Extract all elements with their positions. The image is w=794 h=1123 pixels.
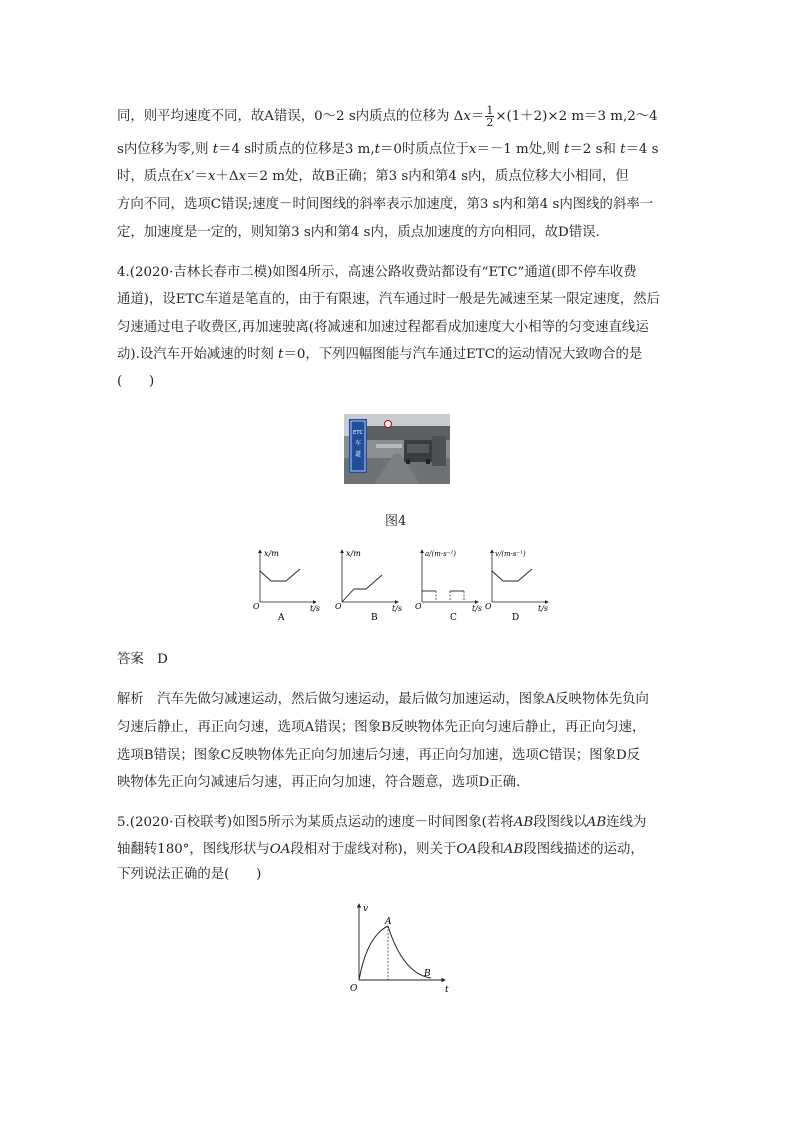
vt-xlabel: t bbox=[445, 985, 449, 995]
graph-a-ylabel: x/m bbox=[264, 549, 279, 558]
solution3-line4: 方向不同，选项C错误;速度－时间图线的斜率表示加速度，第3 s内和第4 s内图线的斜率一 bbox=[117, 197, 654, 212]
analysis4-line3: 选项B错误；图象C反映物体先正向匀加速后匀速，再正向匀加速，选项C错误；图象D反 bbox=[117, 748, 641, 763]
vt-graph bbox=[345, 900, 455, 995]
answer4: 答案 D bbox=[117, 652, 168, 667]
question4-line1: 4.(2020·吉林长春市二模)如图4所示，高速公路收费站都设有“ETC”通道(即不停车收费 bbox=[117, 265, 637, 280]
option-graphs-svg bbox=[250, 545, 550, 625]
question5-line3: 下列说法正确的是( ) bbox=[117, 867, 262, 882]
graph-a-option: A bbox=[278, 613, 285, 623]
sign-text-etc: ETC bbox=[352, 430, 364, 436]
option-graphs bbox=[250, 545, 550, 625]
graph-b-origin: O bbox=[335, 602, 342, 611]
graph-d bbox=[485, 550, 548, 623]
graph-b bbox=[335, 549, 402, 623]
analysis4-line4: 映物体先正向匀减速后匀速，再正向匀加速，符合题意，选项D正确. bbox=[117, 775, 521, 790]
question5-line2: 轴翻转180°，图线形状与OA段相对于虚线对称)，则关于OA段和AB段图线描述的运动， bbox=[117, 842, 644, 857]
etc-photo-drawing bbox=[344, 414, 450, 484]
solution3-line3: 时，质点在x′＝x＋Δx＝2 m处，故B正确；第3 s内和第4 s内，质点位移大小相同，但 bbox=[117, 169, 629, 184]
graph-b-option: B bbox=[371, 613, 378, 623]
graph-b-xlabel: t/s bbox=[392, 604, 403, 613]
graph-a-origin: O bbox=[253, 602, 260, 611]
etc-photo bbox=[344, 414, 450, 484]
graph-b-ylabel: x/m bbox=[346, 549, 361, 558]
vt-point-b: B bbox=[424, 969, 431, 979]
figure4-caption: 图4 bbox=[385, 514, 407, 529]
graph-a bbox=[253, 549, 320, 623]
graph-c-origin: O bbox=[415, 602, 422, 611]
graph-c-ylabel: a/(m·s⁻²) bbox=[425, 550, 456, 558]
analysis4-line1: 解析 汽车先做匀减速运动，然后做匀速运动，最后做匀加速运动，图象A反映物体先负向 bbox=[117, 692, 649, 707]
question5-line1: 5.(2020·百校联考)如图5所示为某质点运动的速度－时间图象(若将AB段图线以AB连线为 bbox=[117, 815, 647, 830]
vt-point-a: A bbox=[385, 917, 392, 927]
graph-d-xlabel: t/s bbox=[538, 604, 549, 613]
graph-a-xlabel: t/s bbox=[310, 604, 321, 613]
question4-line5: ( ) bbox=[117, 374, 155, 389]
fraction-one-half: $\frac{1}{2}$ bbox=[486, 104, 494, 129]
graph-d-ylabel: v/(m·s⁻¹) bbox=[495, 550, 526, 558]
solution3-line5: 定，加速度是一定的，则知第3 s内和第4 s内，质点加速度的方向相同，故D错误. bbox=[117, 225, 600, 240]
question4-line4: 动).设汽车开始减速的时刻 t＝0，下列四幅图能与汽车通过ETC的运动情况大致吻合的是 bbox=[117, 347, 643, 362]
graph-d-origin: O bbox=[485, 602, 492, 611]
graph-c-option: C bbox=[450, 613, 457, 623]
graph-d-option: D bbox=[512, 613, 520, 623]
graph-c bbox=[415, 550, 482, 623]
solution3-line1: 同，则平均速度不同，故A错误，0～2 s内质点的位移为 Δx＝ $\frac{1}{2}$ ×(1＋2)×2 m＝3 m,2～4 bbox=[117, 104, 658, 129]
analysis4-line2: 匀速后静止，再正向匀速，选项A错误；图象B反映物体先正向匀速后静止，再正向匀速， bbox=[117, 720, 646, 735]
vt-origin: O bbox=[350, 984, 358, 994]
graph-c-xlabel: t/s bbox=[472, 604, 483, 613]
sign-text-dao: 道 bbox=[354, 451, 362, 458]
question4-line3: 匀速通过电子收费区,再加速驶离(将减速和加速过程都看成加速度大小相等的匀变速直线运 bbox=[117, 320, 649, 335]
sign-text-che: 车 bbox=[354, 440, 362, 447]
vt-graph-svg bbox=[345, 900, 455, 995]
vt-ylabel: v bbox=[363, 904, 369, 914]
solution3-line2: s内位移为零,则 t＝4 s时质点的位移是3 m,t＝0时质点位于x＝－1 m处,则 t＝2 s和 t＝4 s bbox=[117, 142, 659, 157]
question4-line2: 通道)，设ETC车道是笔直的，由于有限速，汽车通过时一般是先减速至某一限定速度，然后 bbox=[117, 292, 661, 307]
